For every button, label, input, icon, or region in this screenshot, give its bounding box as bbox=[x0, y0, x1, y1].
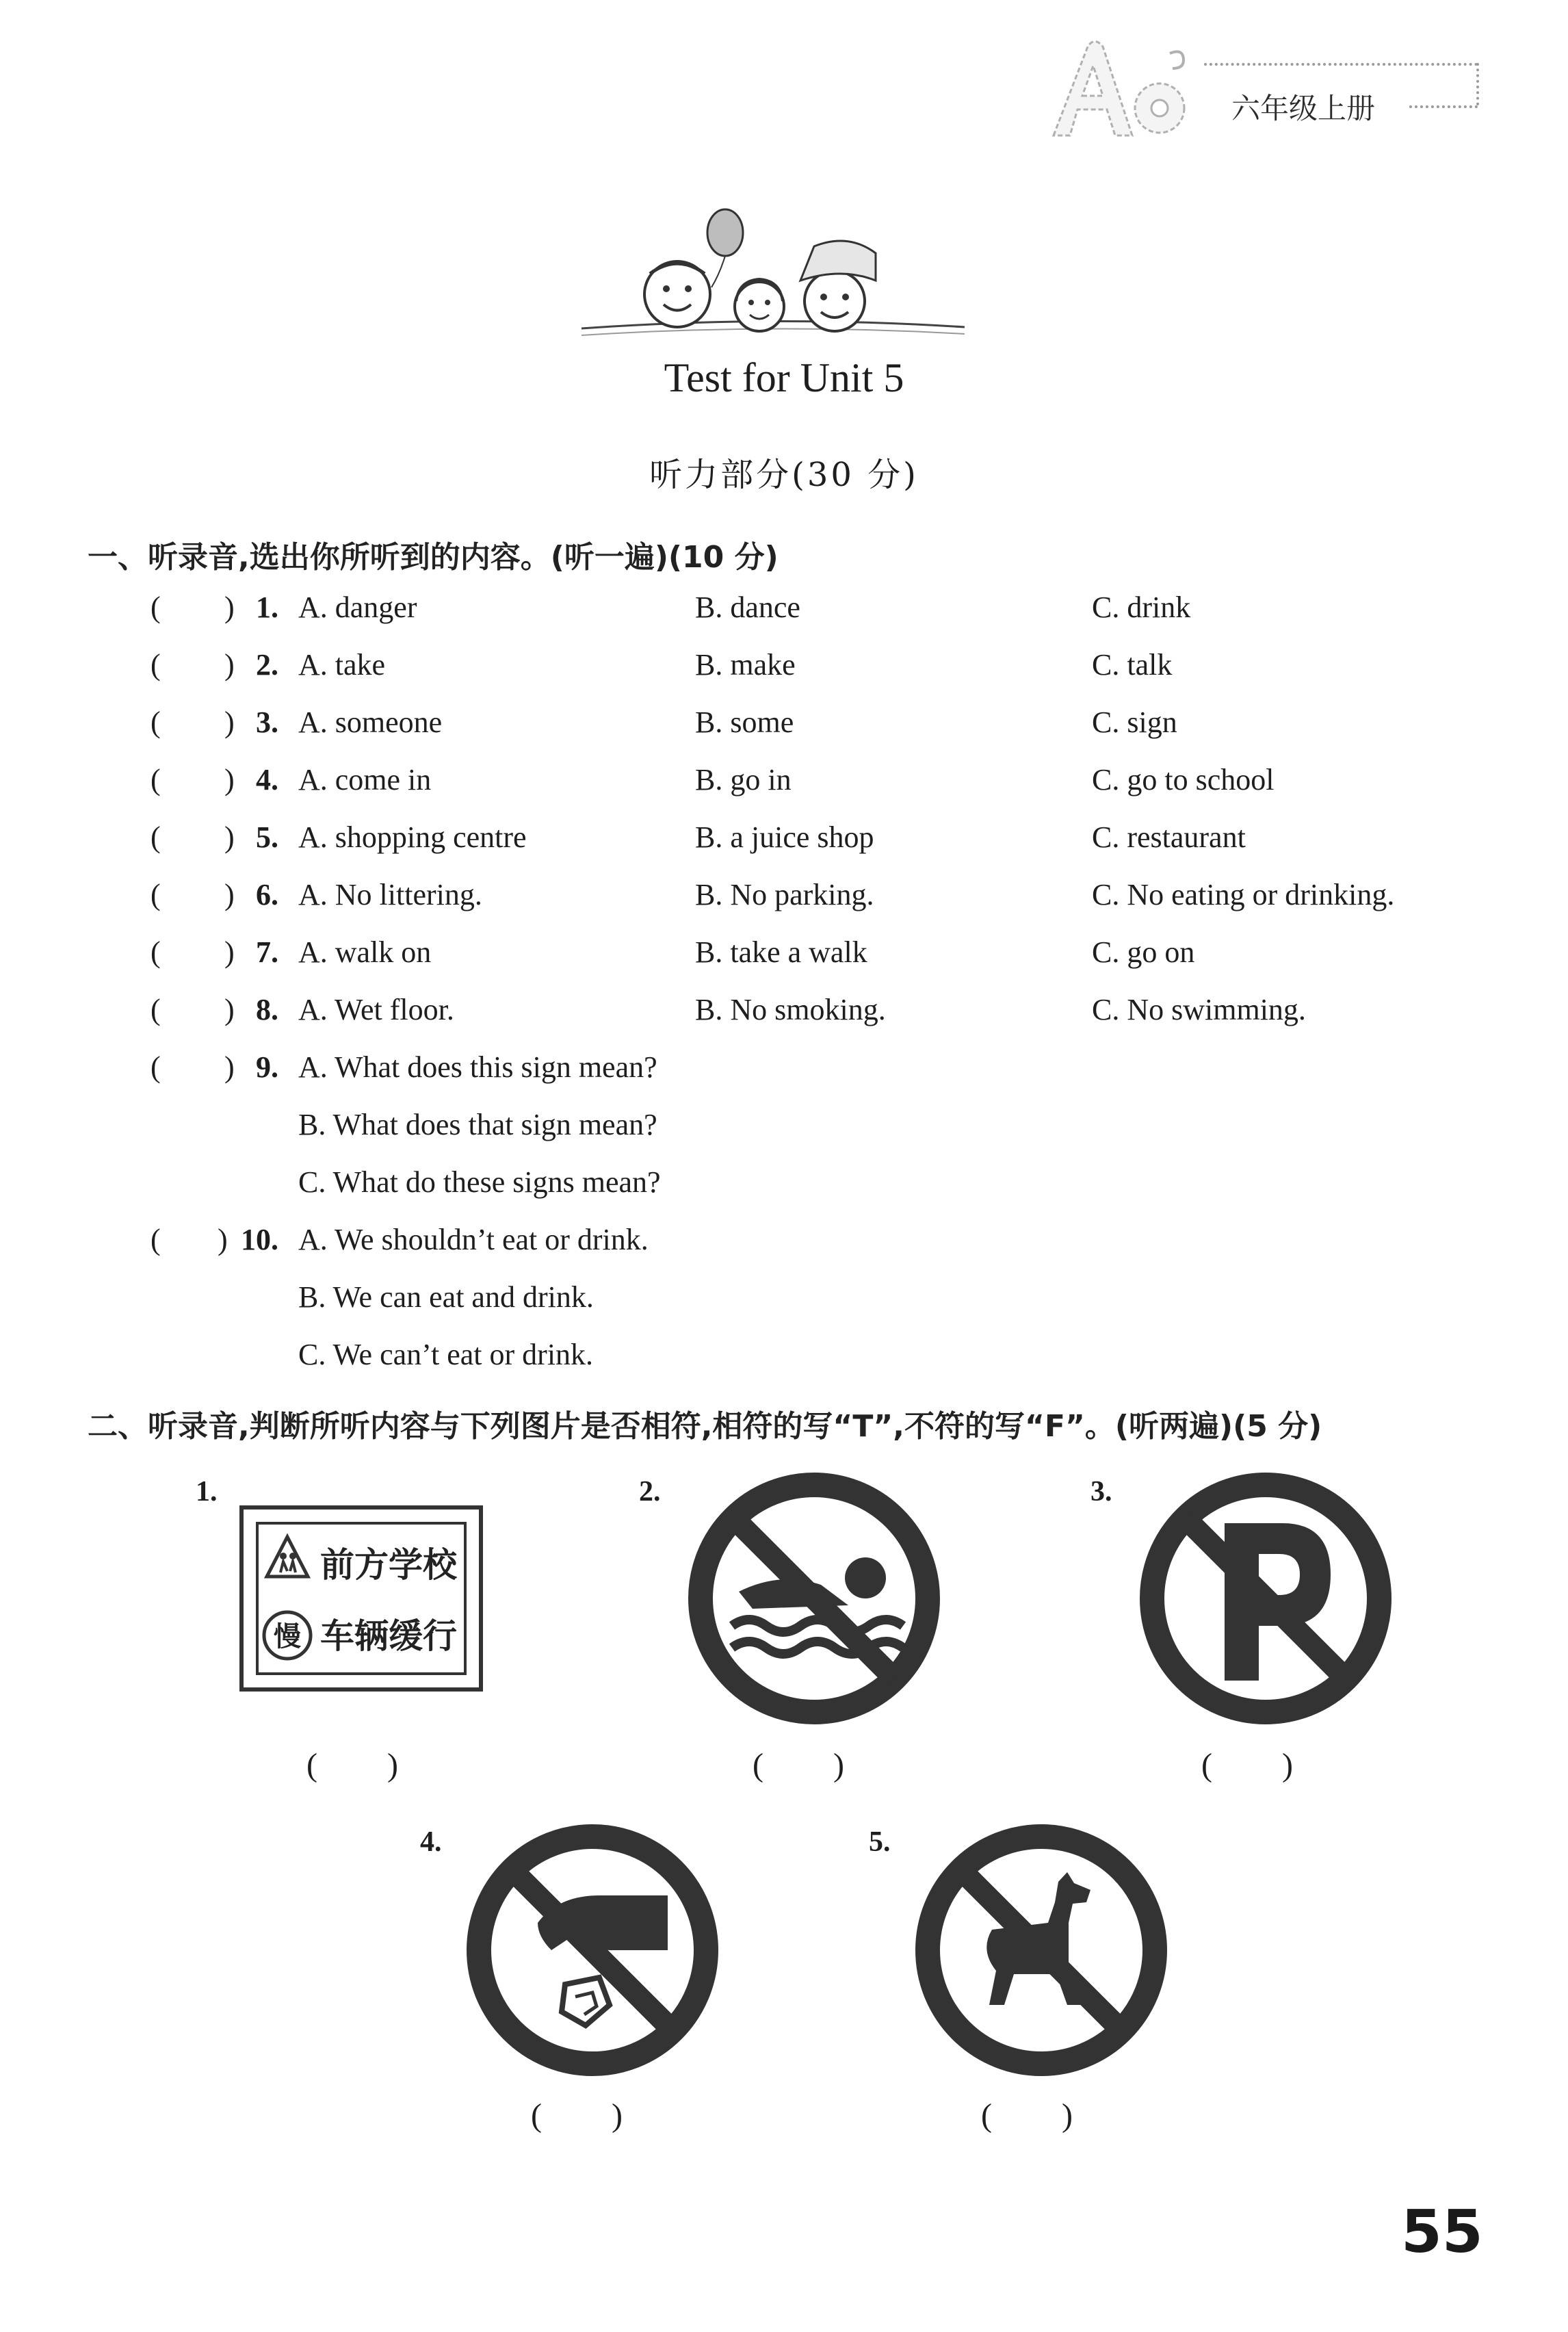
listening-heading: 听力部分(30 分) bbox=[649, 456, 919, 494]
question-row bbox=[0, 992, 1568, 1050]
question-row bbox=[0, 877, 1568, 935]
answer-paren-close: ) bbox=[224, 1050, 235, 1084]
no-parking-sign-icon bbox=[1136, 1468, 1396, 1728]
answer-blank: ( ) bbox=[981, 2097, 1074, 2134]
sign1-line2: 车辆缓行 bbox=[320, 1616, 457, 1656]
option-b: B. What does that sign mean? bbox=[298, 1108, 657, 1141]
option-a: A. walk on bbox=[298, 935, 432, 969]
option-b: B. some bbox=[695, 705, 794, 739]
option-c: C. sign bbox=[1092, 705, 1177, 739]
unit-title: Test for Unit 5 bbox=[664, 355, 904, 400]
option-a: A. We shouldn’t eat or drink. bbox=[298, 1223, 649, 1256]
option-b: B. No smoking. bbox=[695, 993, 886, 1026]
question-row bbox=[0, 1050, 1568, 1107]
answer-paren-close: ) bbox=[224, 993, 235, 1026]
header-frame-right bbox=[1476, 63, 1479, 105]
header-frame-top bbox=[1204, 63, 1478, 66]
answer-paren-open: ( bbox=[151, 1223, 161, 1256]
option-c: C. We can’t eat or drink. bbox=[298, 1338, 594, 1371]
option-a: A. someone bbox=[298, 705, 443, 739]
sign1-slow-char: 慢 bbox=[274, 1621, 301, 1653]
option-b: B. make bbox=[695, 648, 796, 682]
kids-illustration-icon bbox=[575, 205, 971, 349]
section1-heading: 一、听录音,选出你所听到的内容。(听一遍)(10 分) bbox=[88, 540, 779, 575]
question-row bbox=[0, 935, 1568, 992]
option-c: C. talk bbox=[1092, 648, 1173, 682]
question-row bbox=[0, 647, 1568, 705]
no-swimming-sign-icon bbox=[684, 1468, 944, 1728]
answer-paren-close: ) bbox=[218, 1223, 228, 1256]
answer-paren-close: ) bbox=[224, 705, 235, 739]
option-b: B. dance bbox=[695, 591, 800, 624]
question-row bbox=[0, 590, 1568, 647]
question-row bbox=[0, 1222, 1568, 1280]
sign-number: 4. bbox=[420, 1826, 442, 1858]
question-number: 8. bbox=[256, 993, 278, 1026]
option-b: B. No parking. bbox=[695, 878, 874, 911]
option-c: C. What do these signs mean? bbox=[298, 1165, 661, 1199]
option-b: B. go in bbox=[695, 763, 792, 796]
header-grade: 六年级上册 bbox=[1231, 92, 1376, 125]
answer-paren-open: ( bbox=[151, 820, 161, 854]
answer-paren-open: ( bbox=[151, 591, 161, 624]
answer-paren-open: ( bbox=[151, 993, 161, 1026]
page-number: 55 bbox=[1401, 2198, 1483, 2266]
question-number: 10. bbox=[241, 1223, 278, 1256]
answer-paren-open: ( bbox=[151, 705, 161, 739]
answer-blank: ( ) bbox=[1201, 1747, 1294, 1783]
answer-paren-close: ) bbox=[224, 763, 235, 796]
option-a: A. Wet floor. bbox=[298, 993, 454, 1026]
answer-paren-open: ( bbox=[151, 763, 161, 796]
sign-number: 3. bbox=[1090, 1476, 1112, 1507]
ab-logo-icon bbox=[1040, 33, 1197, 142]
answer-paren-open: ( bbox=[151, 935, 161, 969]
question-row bbox=[0, 705, 1568, 762]
sign-number: 2. bbox=[639, 1476, 661, 1507]
option-c: C. drink bbox=[1092, 591, 1191, 624]
option-b: B. We can eat and drink. bbox=[298, 1280, 594, 1314]
option-c: C. No eating or drinking. bbox=[1092, 878, 1395, 911]
question-number: 9. bbox=[256, 1050, 278, 1084]
answer-blank: ( ) bbox=[306, 1747, 400, 1783]
section2-heading: 二、听录音,判断所听内容与下列图片是否相符,相符的写“T”,不符的写“F”。(听两遍)(5 分) bbox=[88, 1409, 1322, 1444]
option-a: A. danger bbox=[298, 591, 417, 624]
option-c: C. go to school bbox=[1092, 763, 1275, 796]
option-a: A. shopping centre bbox=[298, 820, 527, 854]
option-c: C. No swimming. bbox=[1092, 993, 1306, 1026]
no-littering-sign-icon bbox=[462, 1820, 722, 2080]
question-number: 4. bbox=[256, 763, 278, 796]
answer-paren-close: ) bbox=[224, 820, 235, 854]
answer-blank: ( ) bbox=[753, 1747, 846, 1783]
option-b: B. take a walk bbox=[695, 935, 867, 969]
answer-paren-open: ( bbox=[151, 648, 161, 682]
option-c: C. go on bbox=[1092, 935, 1195, 969]
question-number: 2. bbox=[256, 648, 278, 682]
answer-paren-open: ( bbox=[151, 878, 161, 911]
answer-paren-close: ) bbox=[224, 591, 235, 624]
sign1-line1: 前方学校 bbox=[320, 1545, 457, 1585]
option-b: B. a juice shop bbox=[695, 820, 874, 854]
school-ahead-sign-icon bbox=[239, 1505, 483, 1692]
question-row bbox=[0, 762, 1568, 820]
question-number: 7. bbox=[256, 935, 278, 969]
question-number: 1. bbox=[256, 591, 278, 624]
answer-paren-close: ) bbox=[224, 648, 235, 682]
no-dogs-sign-icon bbox=[911, 1820, 1171, 2080]
answer-paren-open: ( bbox=[151, 1050, 161, 1084]
sign-number: 5. bbox=[869, 1826, 891, 1858]
question-row bbox=[0, 820, 1568, 877]
question-number: 5. bbox=[256, 820, 278, 854]
option-a: A. What does this sign mean? bbox=[298, 1050, 657, 1084]
option-a: A. take bbox=[298, 648, 386, 682]
option-a: A. come in bbox=[298, 763, 432, 796]
answer-paren-close: ) bbox=[224, 935, 235, 969]
option-a: A. No littering. bbox=[298, 878, 482, 911]
header-frame-bottom bbox=[1409, 105, 1478, 108]
question-number: 3. bbox=[256, 705, 278, 739]
sign-number: 1. bbox=[196, 1476, 218, 1507]
answer-paren-close: ) bbox=[224, 878, 235, 911]
answer-blank: ( ) bbox=[531, 2097, 624, 2134]
option-c: C. restaurant bbox=[1092, 820, 1246, 854]
question-number: 6. bbox=[256, 878, 278, 911]
